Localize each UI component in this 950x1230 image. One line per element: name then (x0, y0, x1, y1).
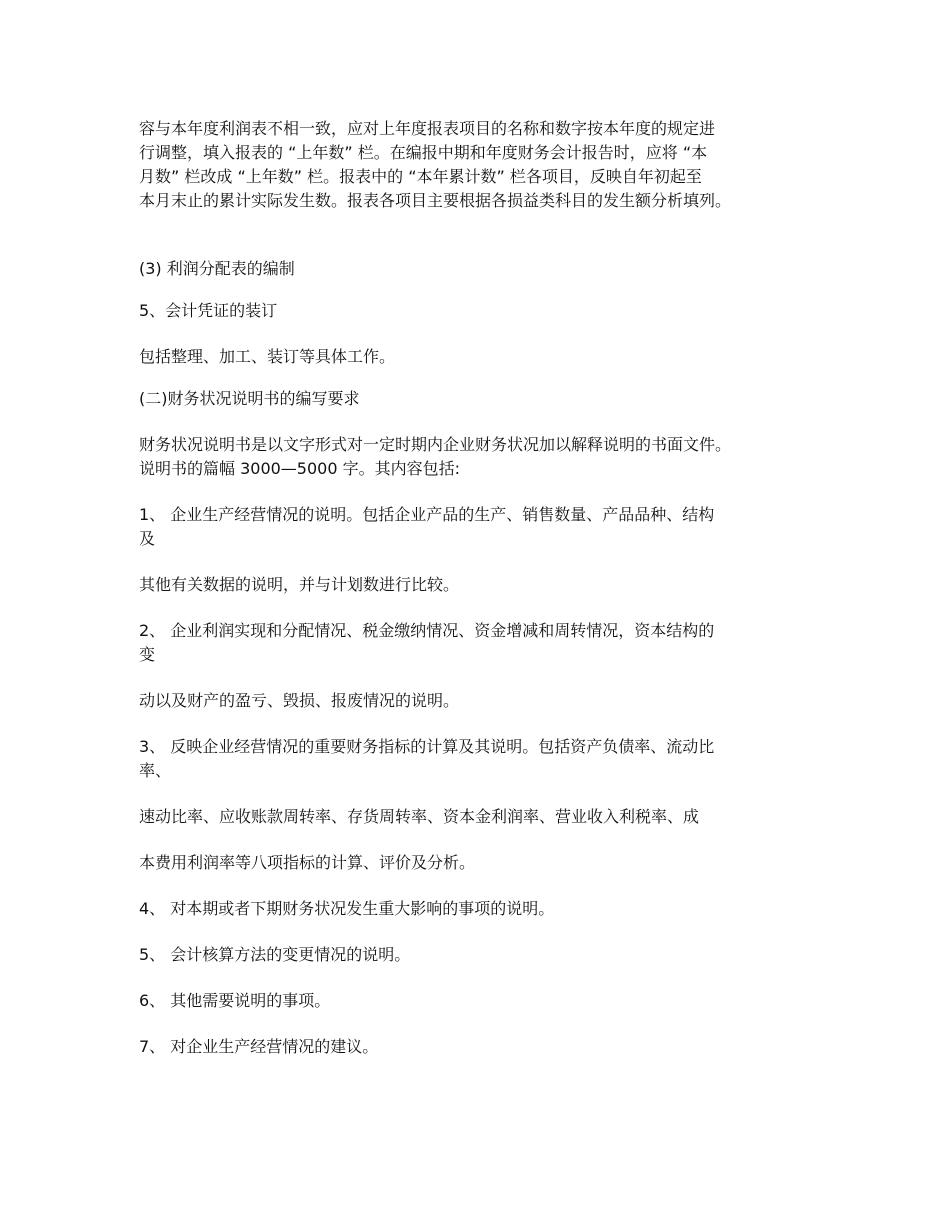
intro-paragraph (139, 117, 819, 213)
item-1-line-a: 1、 企业生产经营情况的说明。包括企业产品的生产、销售数量、产品品种、结构 (139, 505, 715, 524)
heading-profit-distribution: (3) 利润分配表的编制 (139, 259, 295, 278)
item-2-line-b: 变 (139, 645, 156, 664)
intro-line-2: 行调整，填入报表的 “上年数” 栏。在编报中期和年度财务会计报告时，应将 “本 (139, 143, 708, 162)
item-7: 7、 对企业生产经营情况的建议。 (139, 1037, 379, 1056)
intro-line-4: 本月末止的累计实际发生数。报表各项目主要根据各损益类科目的发生额分析填列。 (139, 191, 732, 210)
item-1-line-c: 其他有关数据的说明，并与计划数进行比较。 (139, 575, 460, 594)
intro-line-1: 容与本年度利润表不相一致，应对上年度报表项目的名称和数字按本年度的规定进 (139, 119, 716, 138)
item-3-line-b: 率、 (139, 761, 172, 780)
item-1-line-b: 及 (139, 529, 156, 548)
desc-line-1: 财务状况说明书是以文字形式对一定时期内企业财务状况加以解释说明的书面文件。 (139, 435, 732, 454)
description-paragraph (139, 433, 819, 481)
item-4: 4、 对本期或者下期财务状况发生重大影响的事项的说明。 (139, 899, 555, 918)
item-2-line-c: 动以及财产的盈亏、毁损、报废情况的说明。 (139, 691, 460, 710)
desc-line-2: 说明书的篇幅 3000—5000 字。其内容包括: (139, 459, 461, 478)
item-3-line-d: 本费用利润率等八项指标的计算、评价及分析。 (139, 853, 476, 872)
item-2-line-a: 2、 企业利润实现和分配情况、税金缴纳情况、资金增减和周转情况，资本结构的 (139, 621, 715, 640)
document-body (139, 117, 819, 1059)
intro-line-3: 月数” 栏改成 “上年数” 栏。报表中的 “本年累计数” 栏各项目，反映自年初起至 (139, 167, 702, 186)
item-5: 5、 会计核算方法的变更情况的说明。 (139, 945, 411, 964)
item-3-line-c: 速动比率、应收账款周转率、存货周转率、资本金利润率、营业收入利税率、成 (139, 807, 700, 826)
binding-description: 包括整理、加工、装订等具体工作。 (139, 347, 396, 366)
section-two-heading: (二)财务状况说明书的编写要求 (139, 389, 360, 408)
item-3-line-a: 3、 反映企业经营情况的重要财务指标的计算及其说明。包括资产负债率、流动比 (139, 737, 715, 756)
item-6: 6、 其他需要说明的事项。 (139, 991, 331, 1010)
heading-voucher-binding: 5、会计凭证的装订 (139, 301, 278, 320)
